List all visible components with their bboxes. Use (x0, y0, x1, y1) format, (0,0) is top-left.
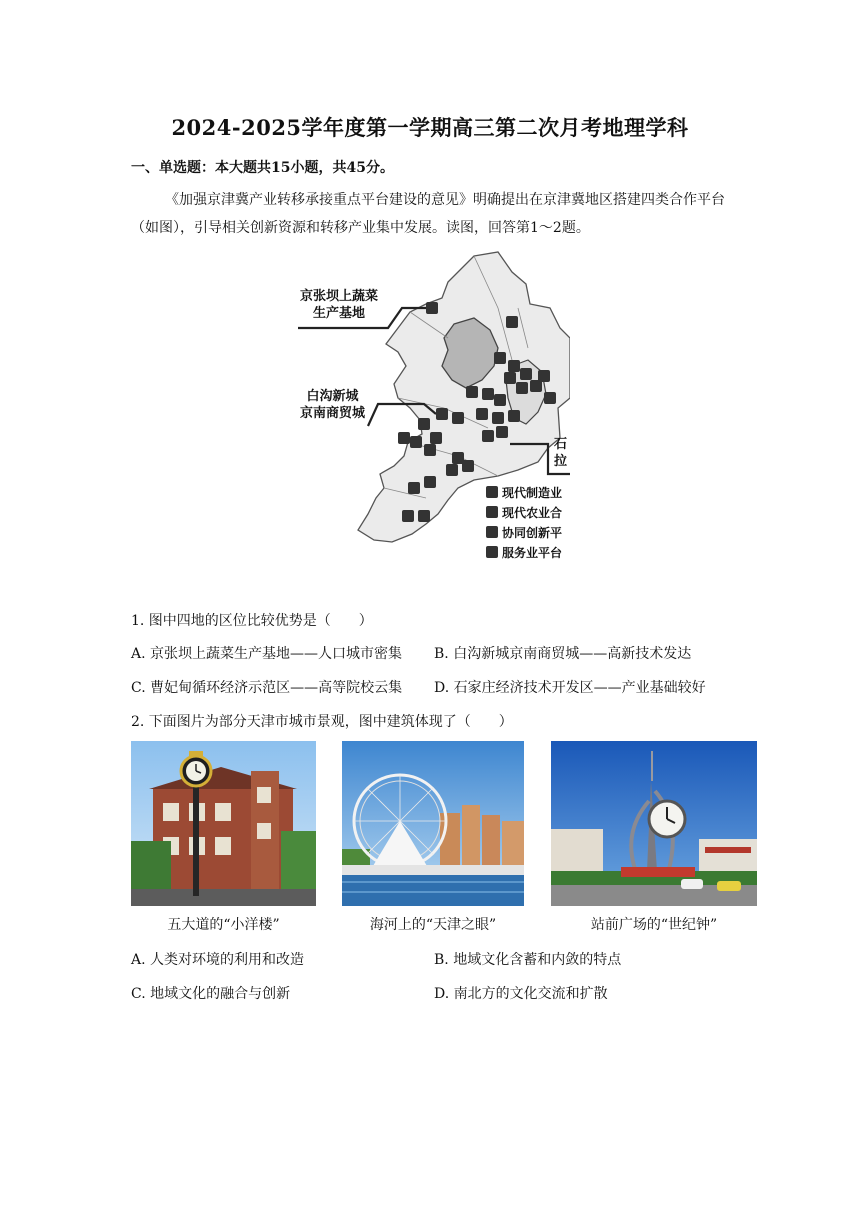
photo-xiaoyanglou (131, 741, 316, 906)
question-2-stem: 2. 下面图片为部分天津市城市景观，图中建筑体现了（ ） (131, 714, 513, 730)
q1-option-d: D. 石家庄经济技术开发区——产业基础较好 (434, 680, 706, 696)
legend-agriculture: 现代农业合 (502, 506, 563, 520)
innovation-icon (486, 526, 498, 538)
map-figure (298, 248, 570, 566)
agriculture-icon (486, 506, 498, 518)
photo-century-clock (551, 741, 757, 906)
caption-century-clock: 站前广场的“世纪钟” (590, 917, 718, 933)
caption-tianjin-eye: 海河上的“天津之眼” (369, 917, 497, 933)
q2-option-c: C. 地域文化的融合与创新 (131, 986, 291, 1002)
q1-option-b: B. 白沟新城京南商贸城——高新技术发达 (434, 646, 692, 662)
legend-innovation: 协同创新平 (502, 526, 563, 540)
map-label-shijiazhuang: 石 拉 (554, 437, 568, 469)
intro-paragraph: 《加强京津冀产业转移承接重点平台建设的意见》明确提出在京津冀地区搭建四类合作平台（如图），引导相关创新资源和转移产业集中发展。读图，回答第1～2题。 (131, 192, 725, 236)
q2-option-a: A. 人类对环境的利用和改造 (131, 952, 305, 968)
service-icon (486, 546, 498, 558)
caption-xiaoyanglou: 五大道的“小洋楼” (167, 917, 280, 933)
question-1-stem: 1. 图中四地的区位比较优势是（ ） (131, 613, 373, 629)
section-heading: 一、单选题：本大题共15小题，共45分。 (131, 160, 394, 176)
legend-service: 服务业平台 (502, 546, 563, 560)
q1-option-a: A. 京张坝上蔬菜生产基地——人口城市密集 (131, 646, 403, 662)
map-label-zhangba: 京张坝上蔬菜 生产基地 (300, 289, 379, 321)
q2-option-d: D. 南北方的文化交流和扩散 (434, 986, 608, 1002)
legend-manufacturing: 现代制造业 (502, 486, 563, 500)
manufacturing-icon (486, 486, 498, 498)
q2-option-b: B. 地域文化含蓄和内敛的特点 (434, 952, 622, 968)
page-title: 2024-2025学年度第一学期高三第二次月考地理学科 (171, 115, 689, 140)
q1-option-c: C. 曹妃甸循环经济示范区——高等院校云集 (131, 680, 403, 696)
photo-tianjin-eye (342, 741, 524, 906)
map-label-baigou: 白沟新城 京南商贸城 (300, 389, 366, 421)
